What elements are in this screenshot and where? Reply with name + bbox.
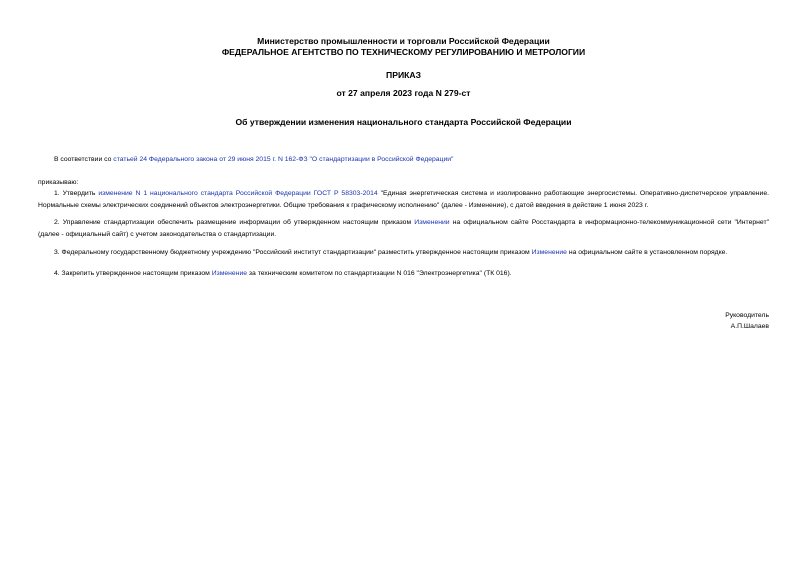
preamble (38, 154, 769, 166)
order-type: ПРИКАЗ (386, 70, 421, 80)
item-3-text: 3. Федеральному государственному бюджетному учреждению "Российский институт стандартизации" разместить утвержденное настоящим приказом (54, 249, 532, 256)
item-1-text: 1. Утвердить (54, 190, 99, 197)
item-2-text: 2. Управление стандартизации обеспечить размещение информации об утвержденном настоящим приказом (54, 219, 415, 226)
item-4 (38, 268, 769, 280)
order-word: приказываю: (38, 179, 79, 186)
signatory-name: А.П.Шалаев (730, 323, 769, 330)
federal-law-link[interactable]: статьей 24 Федерального закона от 29 июня 2015 г. N 162-ФЗ "О стандартизации в Российской Федерации" (113, 156, 454, 163)
signatory-role: Руководитель (725, 312, 769, 319)
amendment-link-item-3[interactable]: Изменение (531, 249, 567, 256)
item-4-text: 4. Закрепить утвержденное настоящим приказом (54, 270, 212, 277)
item-2-rest: на официальном сайте Росстандарта в информационно-телекоммуникационной сети "Интернет" (далее - официальный сайт) с учетом законодательства о стандартизации. (38, 219, 769, 238)
agency-name: ФЕДЕРАЛЬНОЕ АГЕНТСТВО ПО ТЕХНИЧЕСКОМУ РЕГУЛИРОВАНИЮ И МЕТРОЛОГИИ (221, 47, 586, 57)
gost-amendment-link[interactable]: изменение N 1 национального стандарта Российской Федерации ГОСТ Р 58303-2014 (98, 190, 378, 197)
item-1-rest: "Единая энергетическая система и изолированно работающие энергосистемы. Оперативно-диспетчерское управление. Нормальные схемы электрических соединений объектов электроэнергетики. Общие требования к графическому исполнению" (далее - Изменение), с датой введения в действие 1 июня 2023 г. (38, 190, 770, 209)
item-3 (38, 247, 769, 259)
item-1 (38, 188, 769, 211)
preamble-text: В соответствии со (54, 156, 114, 163)
item-2 (38, 217, 769, 240)
item-3-rest: на официальном сайте в установленном порядке. (566, 249, 728, 256)
item-4-rest: за техническим комитетом по стандартизации N 016 "Электроэнергетика" (ТК 016). (247, 270, 512, 277)
amendment-link-item-2[interactable]: Изменении (414, 219, 450, 226)
ministry-name: Министерство промышленности и торговли Российской Федерации (257, 36, 550, 46)
document-title: Об утверждении изменения национального стандарта Российской Федерации (235, 117, 572, 127)
amendment-link-item-4[interactable]: Изменение (211, 270, 248, 277)
order-date-number: от 27 апреля 2023 года N 279-ст (336, 88, 471, 98)
